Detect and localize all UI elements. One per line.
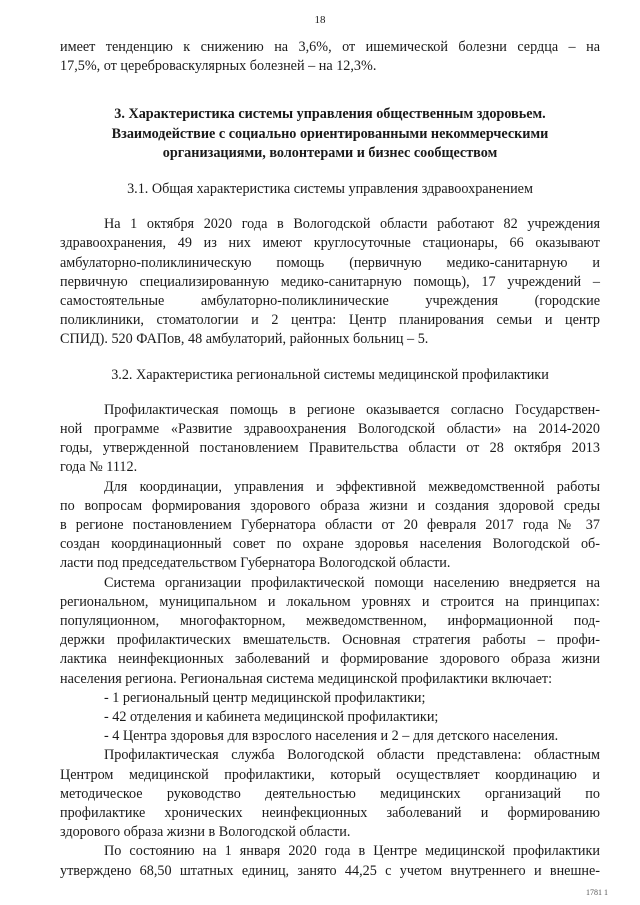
text-line: популяционном, многофакторном, межведомственном, информационной под- — [60, 612, 600, 629]
text-line: региональном, муниципальном и локальном уровнях и строится на принципах: — [60, 593, 600, 610]
text-line: лактика неинфекционных заболеваний и формирование здорового образа жизни — [60, 651, 600, 668]
page-number: 18 — [314, 14, 326, 26]
text-line: здравоохранения, 49 из них имеют круглосуточные стационары, 66 оказывают — [60, 235, 600, 252]
text-line: Система организации профилактической помощи населению внедряется на — [104, 574, 600, 591]
text-line: профилактике хронических неинфекционных заболеваний и формированию — [60, 805, 600, 821]
text-line: 17,5%, от цереброваскулярных болезней – на 12,3%. — [60, 58, 377, 75]
text-line: методическое руководство деятельностью медицинских организаций по — [60, 785, 600, 802]
subsection-heading: 3.1. Общая характеристика системы управления здравоохранением — [127, 180, 533, 197]
text-line: в регионе постановлением Губернатора области от 20 февраля 2017 года № 37 — [60, 516, 600, 533]
text-line: поликлиники, стоматологии и 2 центра: Центр планирования семьи и центр — [60, 312, 600, 329]
text-line: Профилактическая служба Вологодской области представлена: областным — [104, 747, 600, 764]
text-line: имеет тенденцию к снижению на 3,6%, от ишемической болезни сердца – на — [60, 39, 600, 55]
text-line: годы, утвержденной постановлением Правительства области от 28 октября 2013 — [60, 440, 600, 457]
text-line: ной программе «Развитие здравоохранения Вологодской области» на 2014-2020 — [60, 420, 600, 437]
text-line: ласти под председательством Губернатора Вологодской области. — [60, 555, 451, 572]
text-line: по вопросам формирования здорового образа жизни и создания здоровой среды — [60, 497, 600, 514]
document-body — [60, 38, 600, 881]
text-line: амбулаторно-поликлиническую помощь (первичную медико-санитарную и — [60, 254, 600, 271]
text-line: Центром медицинской профилактики, который осуществляет координацию и — [60, 766, 600, 783]
list-item: - 4 Центра здоровья для взрослого населения и 2 – для детского населения. — [104, 728, 559, 745]
text-line: утверждено 68,50 штатных единиц, занято 44,25 с учетом внутреннего и внешне- — [60, 862, 600, 879]
text-line: первичную специализированную медико-санитарную помощь), 17 учреждений – — [60, 273, 600, 290]
footer-stamp: 1781 1 — [586, 888, 608, 897]
subsection-heading: 3.2. Характеристика региональной системы медицинской профилактики — [111, 366, 549, 383]
text-line: года № 1112. — [60, 459, 138, 476]
text-line: самостоятельные амбулаторно-поликлинические учреждения (городские — [60, 292, 600, 309]
section-heading — [60, 105, 600, 164]
text-line: Профилактическая помощь в регионе оказывается согласно Государствен- — [104, 401, 600, 418]
text-line: населения региона. Региональная система медицинской профилактики включает: — [60, 670, 553, 687]
heading-line: Взаимодействие с социально ориентированными некоммерческими — [111, 125, 549, 142]
heading-line: 3. Характеристика системы управления общественным здоровьем. — [114, 106, 546, 123]
text-line: держки профилактических вмешательств. Основная стратегия работы – профи- — [60, 632, 600, 649]
text-line: здорового образа жизни в Вологодской области. — [60, 824, 351, 841]
text-line: На 1 октября 2020 года в Вологодской области работают 82 учреждения — [104, 216, 600, 233]
text-line: создан координационный совет по охране здоровья населения Вологодской об- — [60, 536, 600, 553]
heading-line: организациями, волонтерами и бизнес сообществом — [162, 145, 498, 162]
text-line: СПИД). 520 ФАПов, 48 амбулаторий, районных больниц – 5. — [60, 331, 429, 348]
text-line: По состоянию на 1 января 2020 года в Центре медицинской профилактики — [104, 843, 600, 860]
list-item: - 42 отделения и кабинета медицинской профилактики; — [104, 708, 439, 725]
list-item: - 1 региональный центр медицинской профилактики; — [104, 689, 426, 706]
text-line: Для координации, управления и эффективной межведомственной работы — [104, 478, 600, 495]
